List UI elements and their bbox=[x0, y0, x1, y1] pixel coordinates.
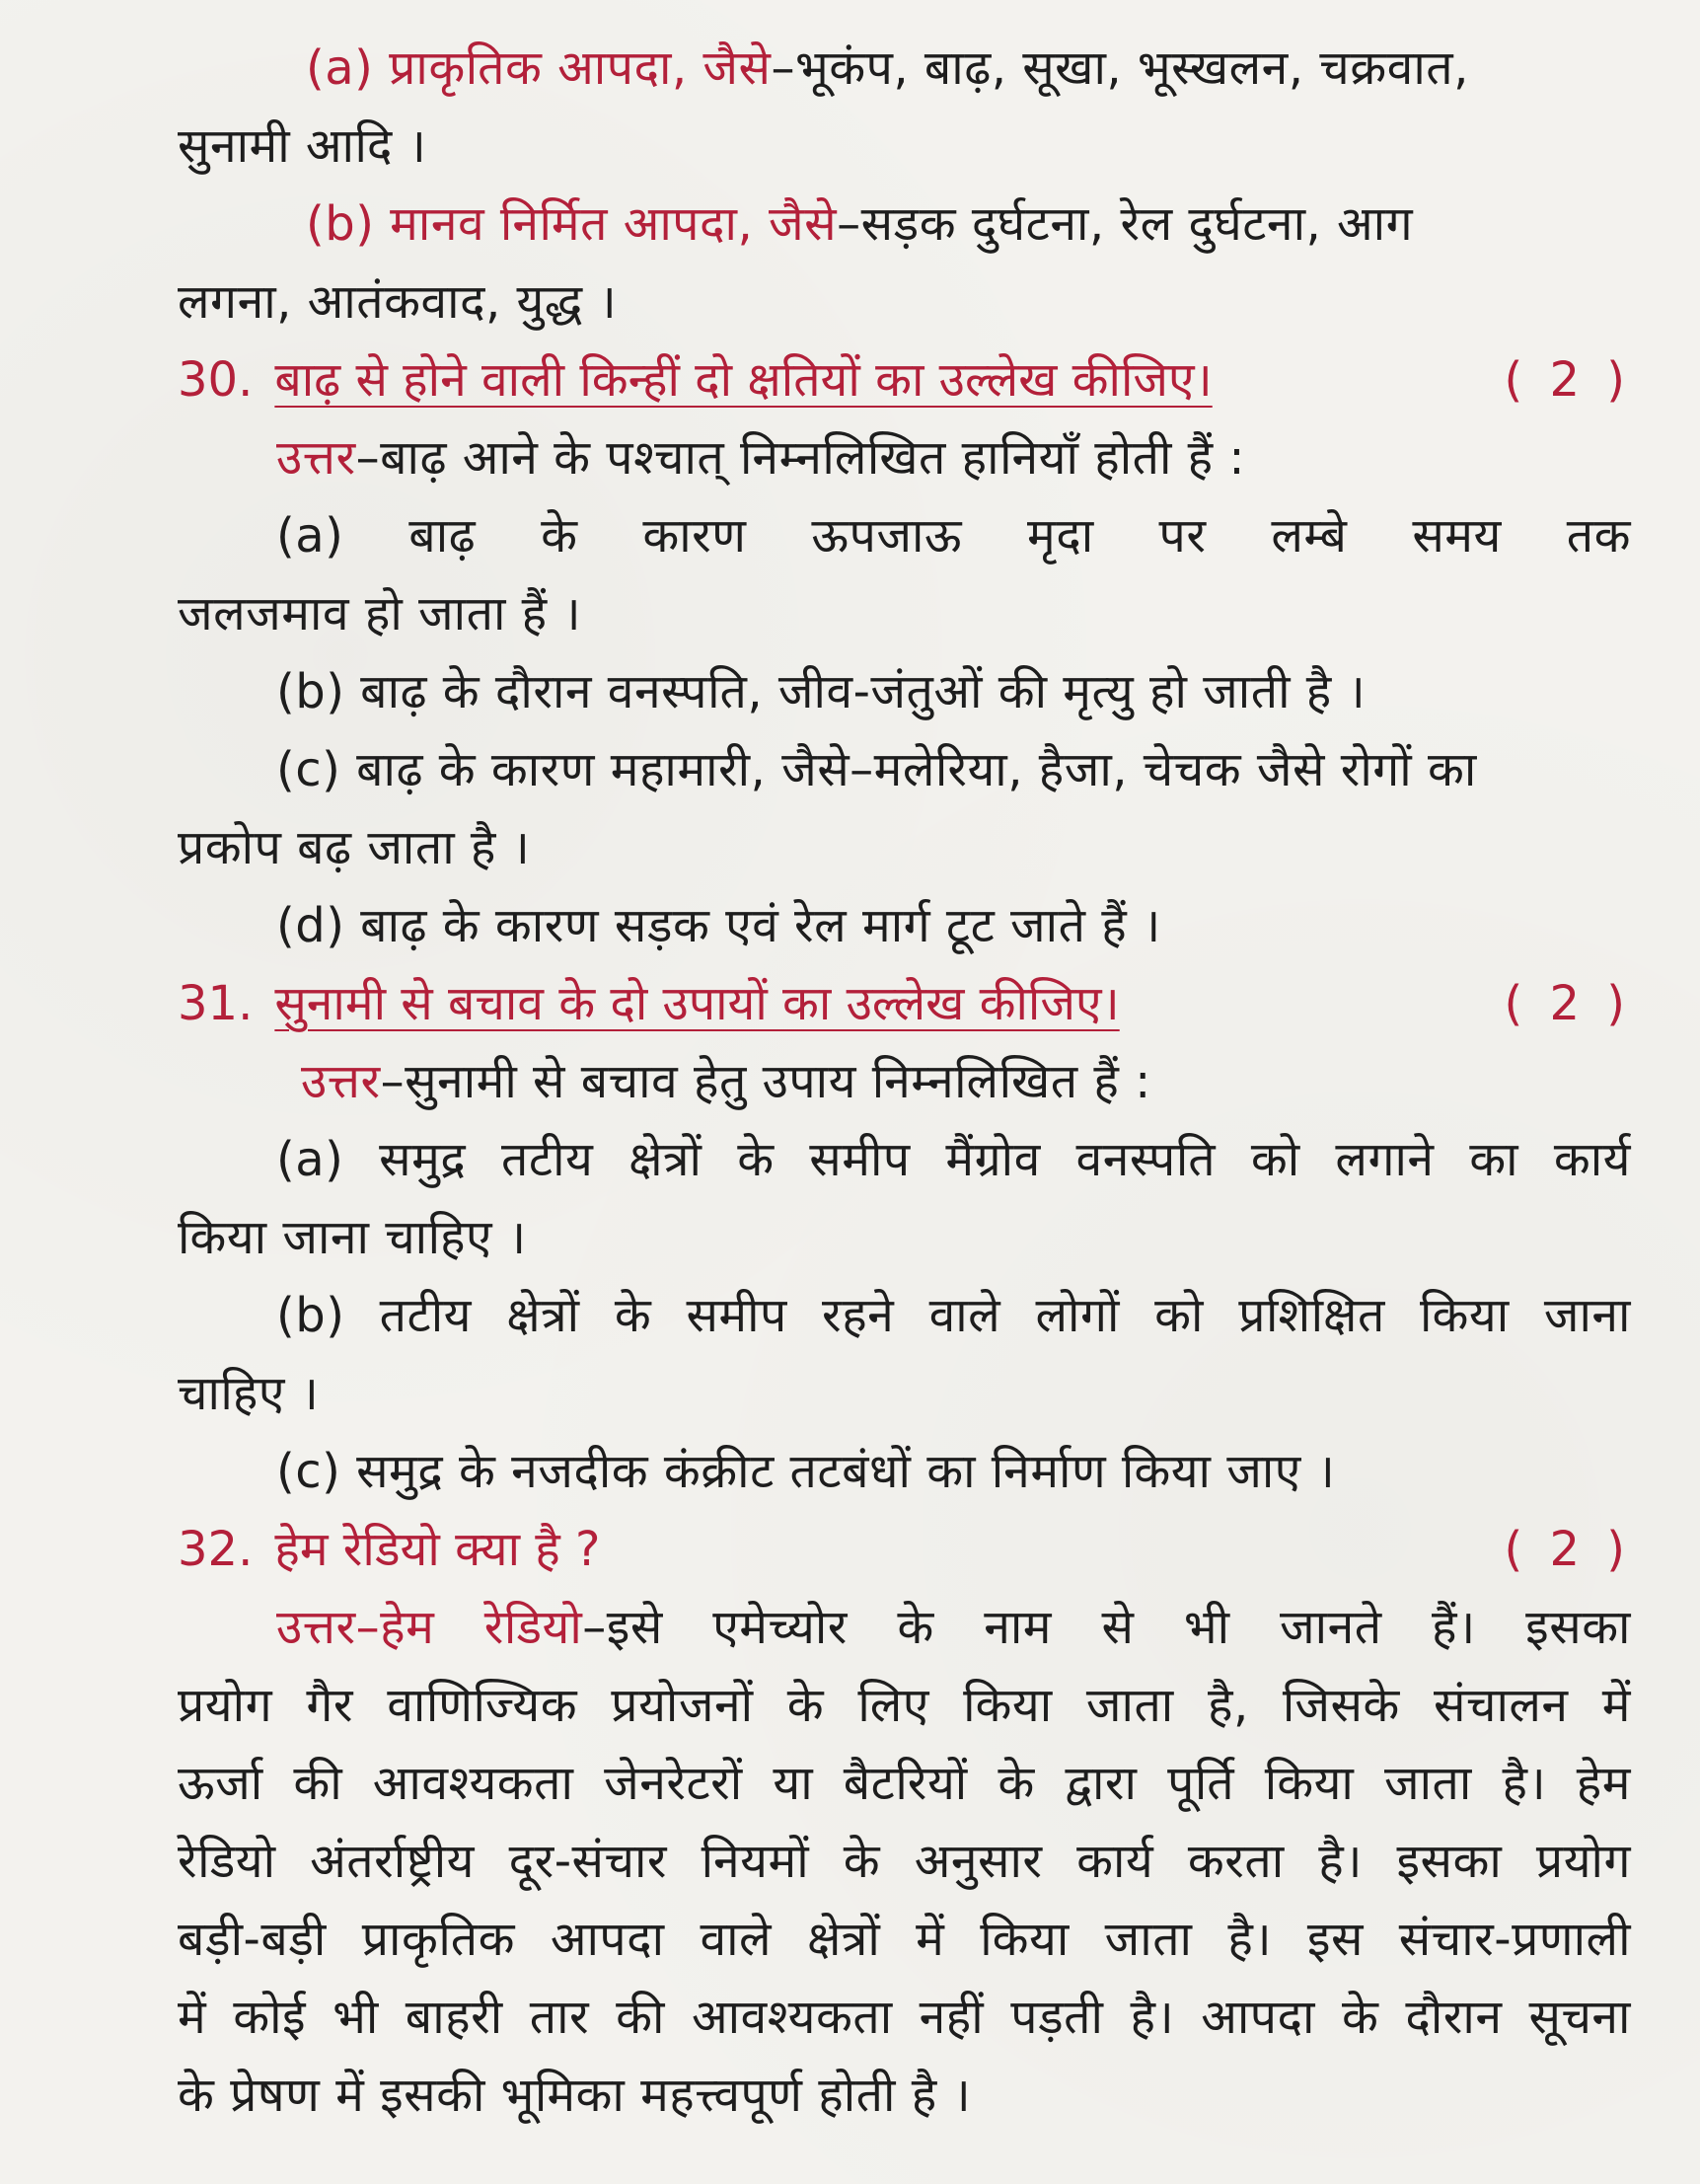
q31-answer-intro bbox=[178, 1043, 1631, 1121]
q30-answer-label: उत्तर bbox=[276, 430, 356, 486]
intro-a-label: (a) प्राकृतिक आपदा, जैसे bbox=[306, 40, 772, 96]
q32-answer-label: उत्तर–हेम रेडियो bbox=[276, 1600, 583, 1655]
question-30 bbox=[178, 341, 1631, 419]
question-32-marks: ( 2 ) bbox=[1504, 1522, 1631, 1577]
q32-answer-text-1: –इसे एमेच्योर के नाम से भी जानते हैं। इसका bbox=[582, 1600, 1631, 1655]
q31-point-b: (b) तटीय क्षेत्रों के समीप रहने वाले लोगों को प्रशिक्षित किया जाना bbox=[276, 1288, 1631, 1343]
question-30-marks: ( 2 ) bbox=[1504, 352, 1631, 408]
q30-answer-intro-text: –बाढ़ आने के पश्चात् निम्नलिखित हानियाँ होती हैं : bbox=[355, 430, 1246, 486]
q30-point-b: (b) बाढ़ के दौरान वनस्पति, जीव-जंतुओं की मृत्यु हो जाती है । bbox=[276, 664, 1367, 719]
q32-answer-line-5: बड़ी-बड़ी प्राकृतिक आपदा वाले क्षेत्रों में किया जाता है। इस संचार-प्रणाली bbox=[178, 1912, 1631, 1967]
intro-b-label: (b) मानव निर्मित आपदा, जैसे bbox=[306, 196, 838, 252]
q31-answer-intro-text: –सुनामी से बचाव हेतु उपाय निम्नलिखित हैं : bbox=[380, 1054, 1151, 1109]
q30-point-c: (c) बाढ़ के कारण महामारी, जैसे–मलेरिया, हैजा, चेचक जैसे रोगों का bbox=[276, 742, 1477, 797]
q31-point-b-continuation: चाहिए । bbox=[178, 1366, 320, 1421]
intro-a-continuation: सुनामी आदि । bbox=[178, 118, 427, 174]
question-31 bbox=[178, 965, 1631, 1043]
q31-point-a: (a) समुद्र तटीय क्षेत्रों के समीप मैंग्रोव वनस्पति को लगाने का कार्य bbox=[276, 1132, 1631, 1187]
q32-answer-line-4: रेडियो अंतर्राष्ट्रीय दूर-संचार नियमों के अनुसार कार्य करता है। इसका प्रयोग bbox=[178, 1834, 1631, 1889]
question-32-text: हेम रेडियो क्या है ? bbox=[274, 1522, 601, 1577]
question-31-marks: ( 2 ) bbox=[1504, 976, 1631, 1031]
q30-point-d: (d) बाढ़ के कारण सड़क एवं रेल मार्ग टूट जाते हैं । bbox=[276, 898, 1161, 953]
q31-point-a-continuation: किया जाना चाहिए । bbox=[178, 1210, 527, 1265]
intro-b-continuation: लगना, आतंकवाद, युद्ध । bbox=[178, 274, 618, 330]
question-32 bbox=[178, 1511, 1631, 1589]
q32-answer-line-7: के प्रेषण में इसकी भूमिका महत्त्वपूर्ण होती है । bbox=[178, 2068, 972, 2123]
question-30-number: 30. bbox=[178, 352, 254, 408]
question-31-text: सुनामी से बचाव के दो उपायों का उल्लेख कीजिए। bbox=[274, 976, 1120, 1031]
intro-a-line bbox=[178, 30, 1631, 108]
intro-b-text: –सड़क दुर्घटना, रेल दुर्घटना, आग bbox=[837, 196, 1414, 252]
q32-answer-line-3: ऊर्जा की आवश्यकता जेनरेटरों या बैटरियों के द्वारा पूर्ति किया जाता है। हेम bbox=[178, 1756, 1631, 1811]
question-31-number: 31. bbox=[178, 976, 254, 1031]
question-30-text: बाढ़ से होने वाली किन्हीं दो क्षतियों का उल्लेख कीजिए। bbox=[274, 352, 1213, 408]
question-32-number: 32. bbox=[178, 1522, 254, 1577]
q31-answer-label: उत्तर bbox=[301, 1054, 381, 1109]
q30-point-c-continuation: प्रकोप बढ़ जाता है । bbox=[178, 820, 531, 875]
q31-point-c: (c) समुद्र के नजदीक कंक्रीट तटबंधों का निर्माण किया जाए । bbox=[276, 1444, 1336, 1499]
q30-point-a-continuation: जलजमाव हो जाता हैं । bbox=[178, 586, 582, 641]
q32-answer-line-1 bbox=[178, 1589, 1631, 1667]
q32-answer-line-2: प्रयोग गैर वाणिज्यिक प्रयोजनों के लिए किया जाता है, जिसके संचालन में bbox=[178, 1678, 1631, 1733]
intro-b-line bbox=[178, 186, 1631, 264]
q30-point-a: (a) बाढ़ के कारण ऊपजाऊ मृदा पर लम्बे समय तक bbox=[276, 508, 1631, 564]
intro-a-text: –भूकंप, बाढ़, सूखा, भूस्खलन, चक्रवात, bbox=[771, 40, 1469, 96]
q32-answer-line-6: में कोई भी बाहरी तार की आवश्यकता नहीं पड़ती है। आपदा के दौरान सूचना bbox=[178, 1990, 1631, 2045]
q30-answer-intro bbox=[178, 419, 1631, 497]
